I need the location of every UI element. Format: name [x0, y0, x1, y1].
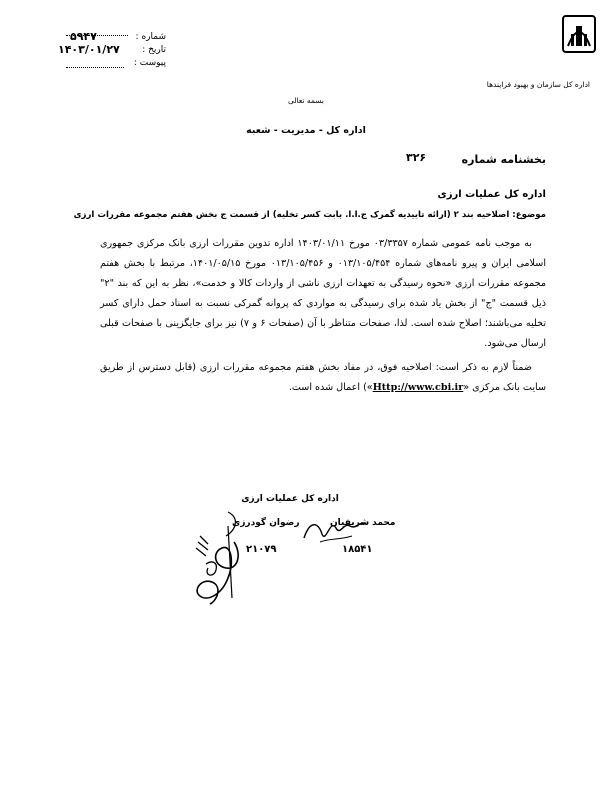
invocation: بسمه تعالی: [287, 96, 325, 105]
letter-body: [100, 234, 546, 398]
handwritten-signature-right: [300, 512, 370, 546]
signer-left-id: ۲۱۰۷۹: [246, 544, 277, 555]
circular-label: بخشنامه شماره: [461, 153, 546, 166]
body-paragraph-2-text-b: ») اعمال شده است.: [288, 382, 373, 393]
body-paragraph-2-text-a: ضمناً لازم به ذکر است: اصلاحیه فوق، در مفاد بخش هفتم مجموعه مقررات ارزی (قابل دسترس از طریق سایت بانک مرکزی «: [100, 362, 546, 393]
addressee-line: اداره کل - مدیریت - شعبه: [246, 125, 366, 136]
meta-block: [58, 32, 168, 71]
department-title: اداره کل عملیات ارزی: [437, 189, 546, 200]
circular-number: ۳۲۶: [406, 151, 427, 164]
circular-heading: [316, 152, 546, 168]
letter-attachment-label: پیوست :: [133, 58, 166, 68]
signer-right-name: محمد شریفیان: [330, 518, 396, 528]
signer-right-id: ۱۸۵۴۱: [342, 544, 373, 555]
attachment-dots: [66, 67, 124, 68]
body-paragraph-1: [100, 234, 546, 354]
letter-number-dots: [66, 35, 128, 36]
org-name: اداره کل سازمان و بهبود فرایندها: [486, 80, 590, 89]
bank-logo: [562, 12, 596, 58]
letter-number-value: ۵۹۴۷: [70, 30, 97, 43]
letter-date-value: ۱۴۰۳/۰۱/۲۷: [58, 43, 120, 56]
letter-attachment-row: [58, 58, 168, 71]
signature-office: اداره کل عملیات ارزی: [241, 494, 339, 504]
letter-date-row: [58, 45, 168, 58]
subject-line: موضوع: اصلاحیه بند ۲ (ارائه تاییدیه گمرک ج.ا.ا. بابت کسر تخلیه) از قسمت ج بخش هفتم مجموعه مقررات ارزی: [73, 210, 546, 220]
handwritten-signature-left: [188, 508, 250, 608]
letter-date-label: تاریخ :: [142, 45, 166, 55]
body-paragraph-2: [100, 358, 546, 398]
body-paragraph-1-text: به موجب نامه عمومی شماره ۰۳/۳۳۵۷ مورخ ۱۴۰۳/۰۱/۱۱ اداره تدوین مقررات ارزی بانک مرکزی جمهوری اسلامی ایران و پیرو نامه‌های شماره ۰۱۳/۱۰۵/۴۵۴ و ۰۱۳/۱۰۵/۴۵۶ مورخ ۱۴۰۱/۰۵/۱۵، مرتبط با بخش هفتم مجموعه مقررات ارزی «نحوه رسیدگی به تعهدات ارزی ناشی از واردات کالا و خدمت»، نظر به این که بند "۲" ذیل قسمت "ج" از بخش یاد شده برای رسیدگی به مواردی که پروانه گمرکی نسبت به اسناد حمل دارای کسر تخلیه می‌باشند؛ اصلاح شده است. لذا، صفحات متناظر با آن (صفحات ۶ و ۷) نیز برای جایگزینی با صفحات قبلی ارسال می‌شود.: [100, 238, 547, 349]
letter-number-label: شماره :: [135, 32, 166, 42]
signer-left-name: رضوان گودرزی: [232, 518, 300, 528]
cbi-website-link[interactable]: Http://www.cbi.ir: [372, 382, 464, 393]
